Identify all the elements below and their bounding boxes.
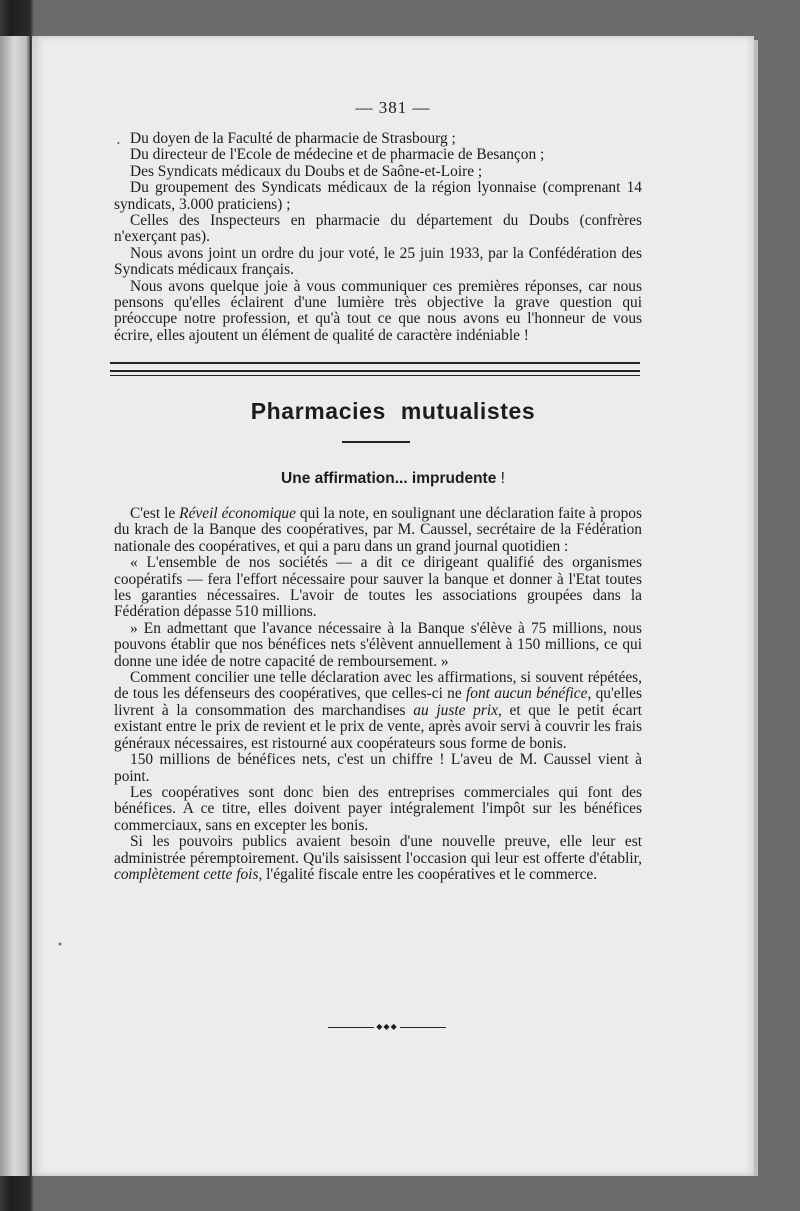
margin-dot: • <box>117 139 120 148</box>
ornament-line <box>328 1027 374 1028</box>
text-run: Comment concilier une telle déclaration avec les affirmations, si souvent répétées, de tous les défenseurs des coopératives, que celles-ci ne <box>114 669 642 703</box>
section-title: Pharmacies mutualistes <box>250 398 536 424</box>
list-item: Du groupement des Syndicats médicaux de la région lyonnaise (comprenant 14 syndicats, 3.000 praticiens) ; <box>114 179 642 213</box>
section-divider-rule <box>110 362 640 364</box>
letter-list-block <box>114 131 642 344</box>
title-underline-rule <box>342 441 410 443</box>
text-run: , l'égalité fiscale entre les coopératives et le commerce. <box>258 865 598 883</box>
text-run: C'est le <box>130 505 176 522</box>
text-run: qui la note, en soulignant une déclaration faite à propos du krach de la Banque des coopératives, par M. Caussel, secrétaire de la Fédération nationale des coopératives, et qui a paru dans un grand journal quotidien : <box>114 505 642 555</box>
ornament-line <box>400 1027 446 1028</box>
list-item: Des Syndicats médicaux du Doubs et de Saône-et-Loire ; <box>130 162 483 180</box>
section-divider-rule <box>110 370 640 372</box>
italic-text: au juste prix <box>413 701 498 719</box>
page-number: — 381 — <box>355 98 431 117</box>
text-run: , qu'elles livrent à la consommation des marchandises <box>114 685 642 719</box>
paragraph: Nous avons joint un ordre du jour voté, le 25 juin 1933, par la Confédération des Syndicats médicaux français. <box>114 244 642 279</box>
ornament-dots: ◆◆◆ <box>376 1022 398 1031</box>
list-item: Du directeur de l'Ecole de médecine et de pharmacie de Besançon ; <box>130 146 545 164</box>
paragraph: Nous avons quelque joie à vous communiquer ces premières réponses, car nous pensons qu'elles éclairent d'une lumière très objective la grave question qui préoccupe notre profession, et qu'à tout ce que nous avons eu l'honneur de vous écrire, elles ajoutent un élément de qualité de caractère indéniable ! <box>114 277 642 344</box>
quote-paragraph: « L'ensemble de nos sociétés — a dit ce dirigeant qualifié des organismes coopératifs — fera l'effort nécessaire pour sauver la banque et donner à l'Etat toutes les garanties nécessaires. L'avoir de toutes les associations groupées dans la Fédération dépasse 510 millions. <box>114 554 642 621</box>
quote-paragraph: » En admettant que l'avance nécessaire à la Banque s'élève à 75 millions, nous pouvons établir que nos bénéfices nets s'élèvent annuellement à 150 millions, ce qui donne une idée de notre capacité de remboursement. » <box>114 619 642 670</box>
margin-mark: ● <box>58 940 63 948</box>
text-run: , et que le petit écart existant entre le prix de revient et le prix de vente, après avoir servi à couvrir les frais généraux nécessaires, est ristourné aux coopérateurs sous forme de bonis. <box>114 701 642 752</box>
end-ornament <box>328 1022 446 1031</box>
list-item: Du doyen de la Faculté de pharmacie de Strasbourg ; <box>130 130 456 147</box>
section-divider-rule <box>110 375 640 376</box>
subtitle-text: Une affirmation... imprudente <box>281 470 497 487</box>
paragraph: Les coopératives sont donc bien des entreprises commerciales qui font des bénéfices. A ce titre, elles doivent payer intégralement l'impôt sur les bénéfices commerciaux, sans en excepter les bonis. <box>114 783 642 834</box>
left-page-edge <box>0 36 30 1176</box>
subtitle-exclamation: ! <box>500 470 505 487</box>
paragraph <box>114 506 642 555</box>
list-item: Celles des Inspecteurs en pharmacie du département du Doubs (confrères n'exerçant pas). <box>114 212 642 246</box>
article-subtitle <box>32 470 754 488</box>
italic-text: Réveil économique <box>179 505 296 522</box>
text-run: Si les pouvoirs publics avaient besoin d'une nouvelle preuve, elle leur est administrée péremptoirement. Qu'ils saisissent l'occasion qui leur est offerte d'établir, <box>114 833 642 867</box>
paragraph <box>114 834 642 883</box>
right-page-edge <box>754 40 758 1176</box>
paragraph <box>114 670 642 752</box>
paragraph: 150 millions de bénéfices nets, c'est un chiffre ! L'aveu de M. Caussel vient à point. <box>114 751 642 785</box>
document-page <box>32 36 754 1176</box>
italic-text: complètement cette fois <box>114 865 259 883</box>
article-body <box>114 506 642 883</box>
italic-text: font aucun bénéfice <box>466 685 588 703</box>
